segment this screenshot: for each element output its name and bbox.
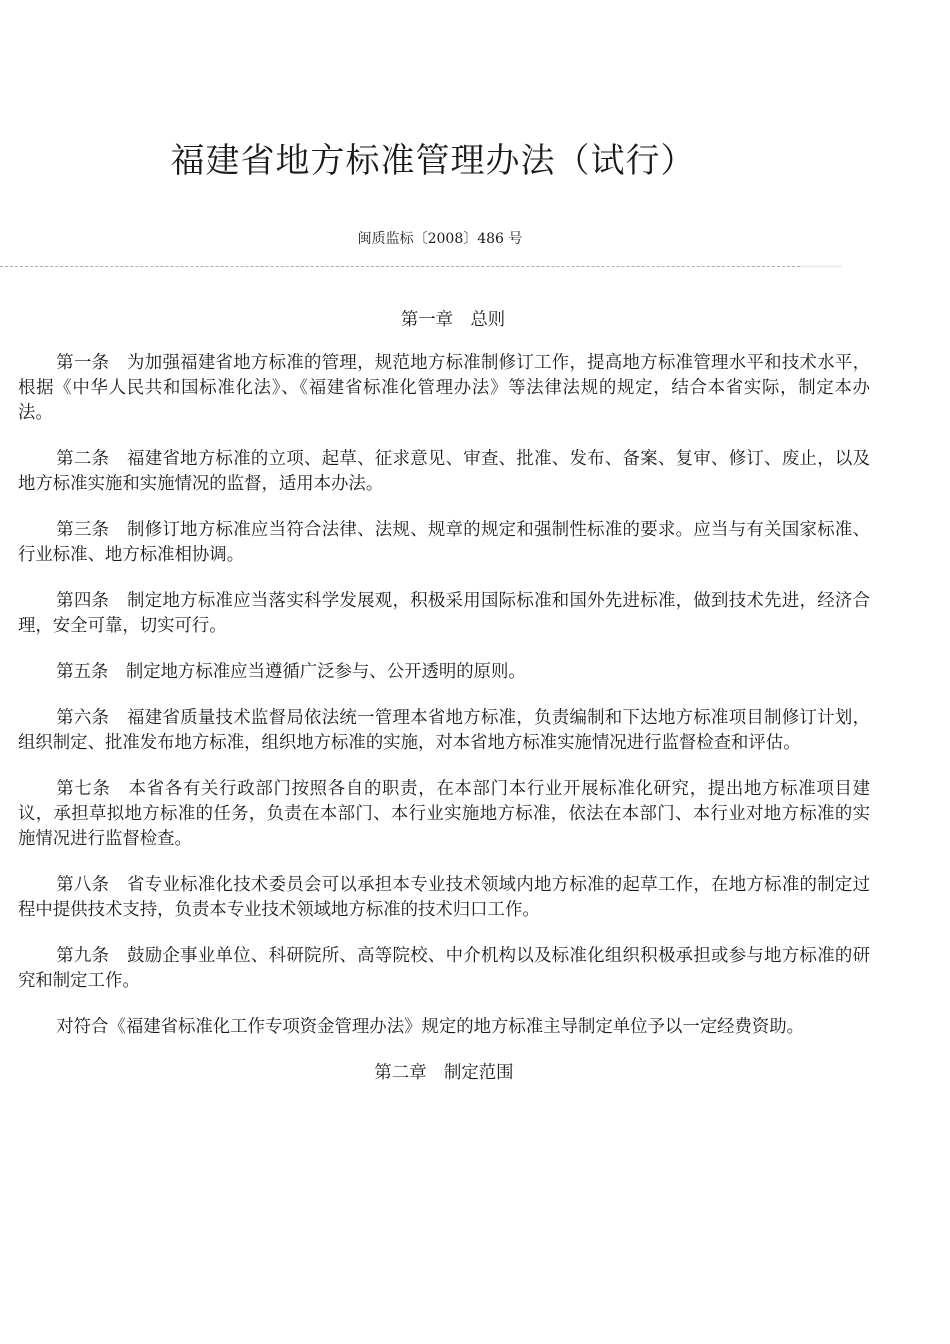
article-9-funding: 对符合《福建省标准化工作专项资金管理办法》规定的地方标准主导制定单位予以一定经费资助。 <box>56 1017 805 1037</box>
article-7: 第七条 本省各有关行政部门按照各自的职责，在本部门本行业开展标准化研究，提出地方标准项目建议，承担草拟地方标准的任务，负责在本部门、本行业实施地方标准，依法在本部门、本行业对地方标准的实施情况进行监督检查。 <box>18 779 870 849</box>
article-2: 第二条 福建省地方标准的立项、起草、征求意见、审查、批准、发布、备案、复审、修订、废止，以及地方标准实施和实施情况的监督，适用本办法。 <box>18 449 870 494</box>
article-9: 第九条 鼓励企事业单位、科研院所、高等院校、中介机构以及标准化组织积极承担或参与地方标准的研究和制定工作。 <box>18 946 870 991</box>
document-number: 闽质监标〔2008〕486 号 <box>357 231 523 247</box>
document-body <box>18 308 870 1086</box>
article-8: 第八条 省专业标准化技术委员会可以承担本专业技术领域内地方标准的起草工作，在地方标准的制定过程中提供技术支持，负责本专业技术领域地方标准的技术归口工作。 <box>18 875 870 920</box>
article-3: 第三条 制修订地方标准应当符合法律、法规、规章的规定和强制性标准的要求。应当与有关国家标准、行业标准、地方标准相协调。 <box>18 520 870 565</box>
chapter-heading-1: 第一章 总则 <box>400 310 506 330</box>
article-4: 第四条 制定地方标准应当落实科学发展观，积极采用国际标准和国外先进标准，做到技术先进，经济合理，安全可靠，切实可行。 <box>18 591 870 636</box>
document-title: 福建省地方标准管理办法（试行） <box>170 141 696 181</box>
header-divider-tail <box>800 265 842 268</box>
article-1: 第一条 为加强福建省地方标准的管理，规范地方标准制修订工作，提高地方标准管理水平和技术水平，根据《中华人民共和国标准化法》、《福建省标准化管理办法》等法律法规的规定，结合本省实际，制定本办法。 <box>18 353 870 423</box>
article-6: 第六条 福建省质量技术监督局依法统一管理本省地方标准，负责编制和下达地方标准项目制修订计划，组织制定、批准发布地方标准，组织地方标准的实施，对本省地方标准实施情况进行监督检查和评估。 <box>18 708 870 753</box>
header-divider <box>0 266 800 267</box>
article-5: 第五条 制定地方标准应当遵循广泛参与、公开透明的原则。 <box>56 662 526 682</box>
chapter-heading-2: 第二章 制定范围 <box>374 1063 514 1083</box>
